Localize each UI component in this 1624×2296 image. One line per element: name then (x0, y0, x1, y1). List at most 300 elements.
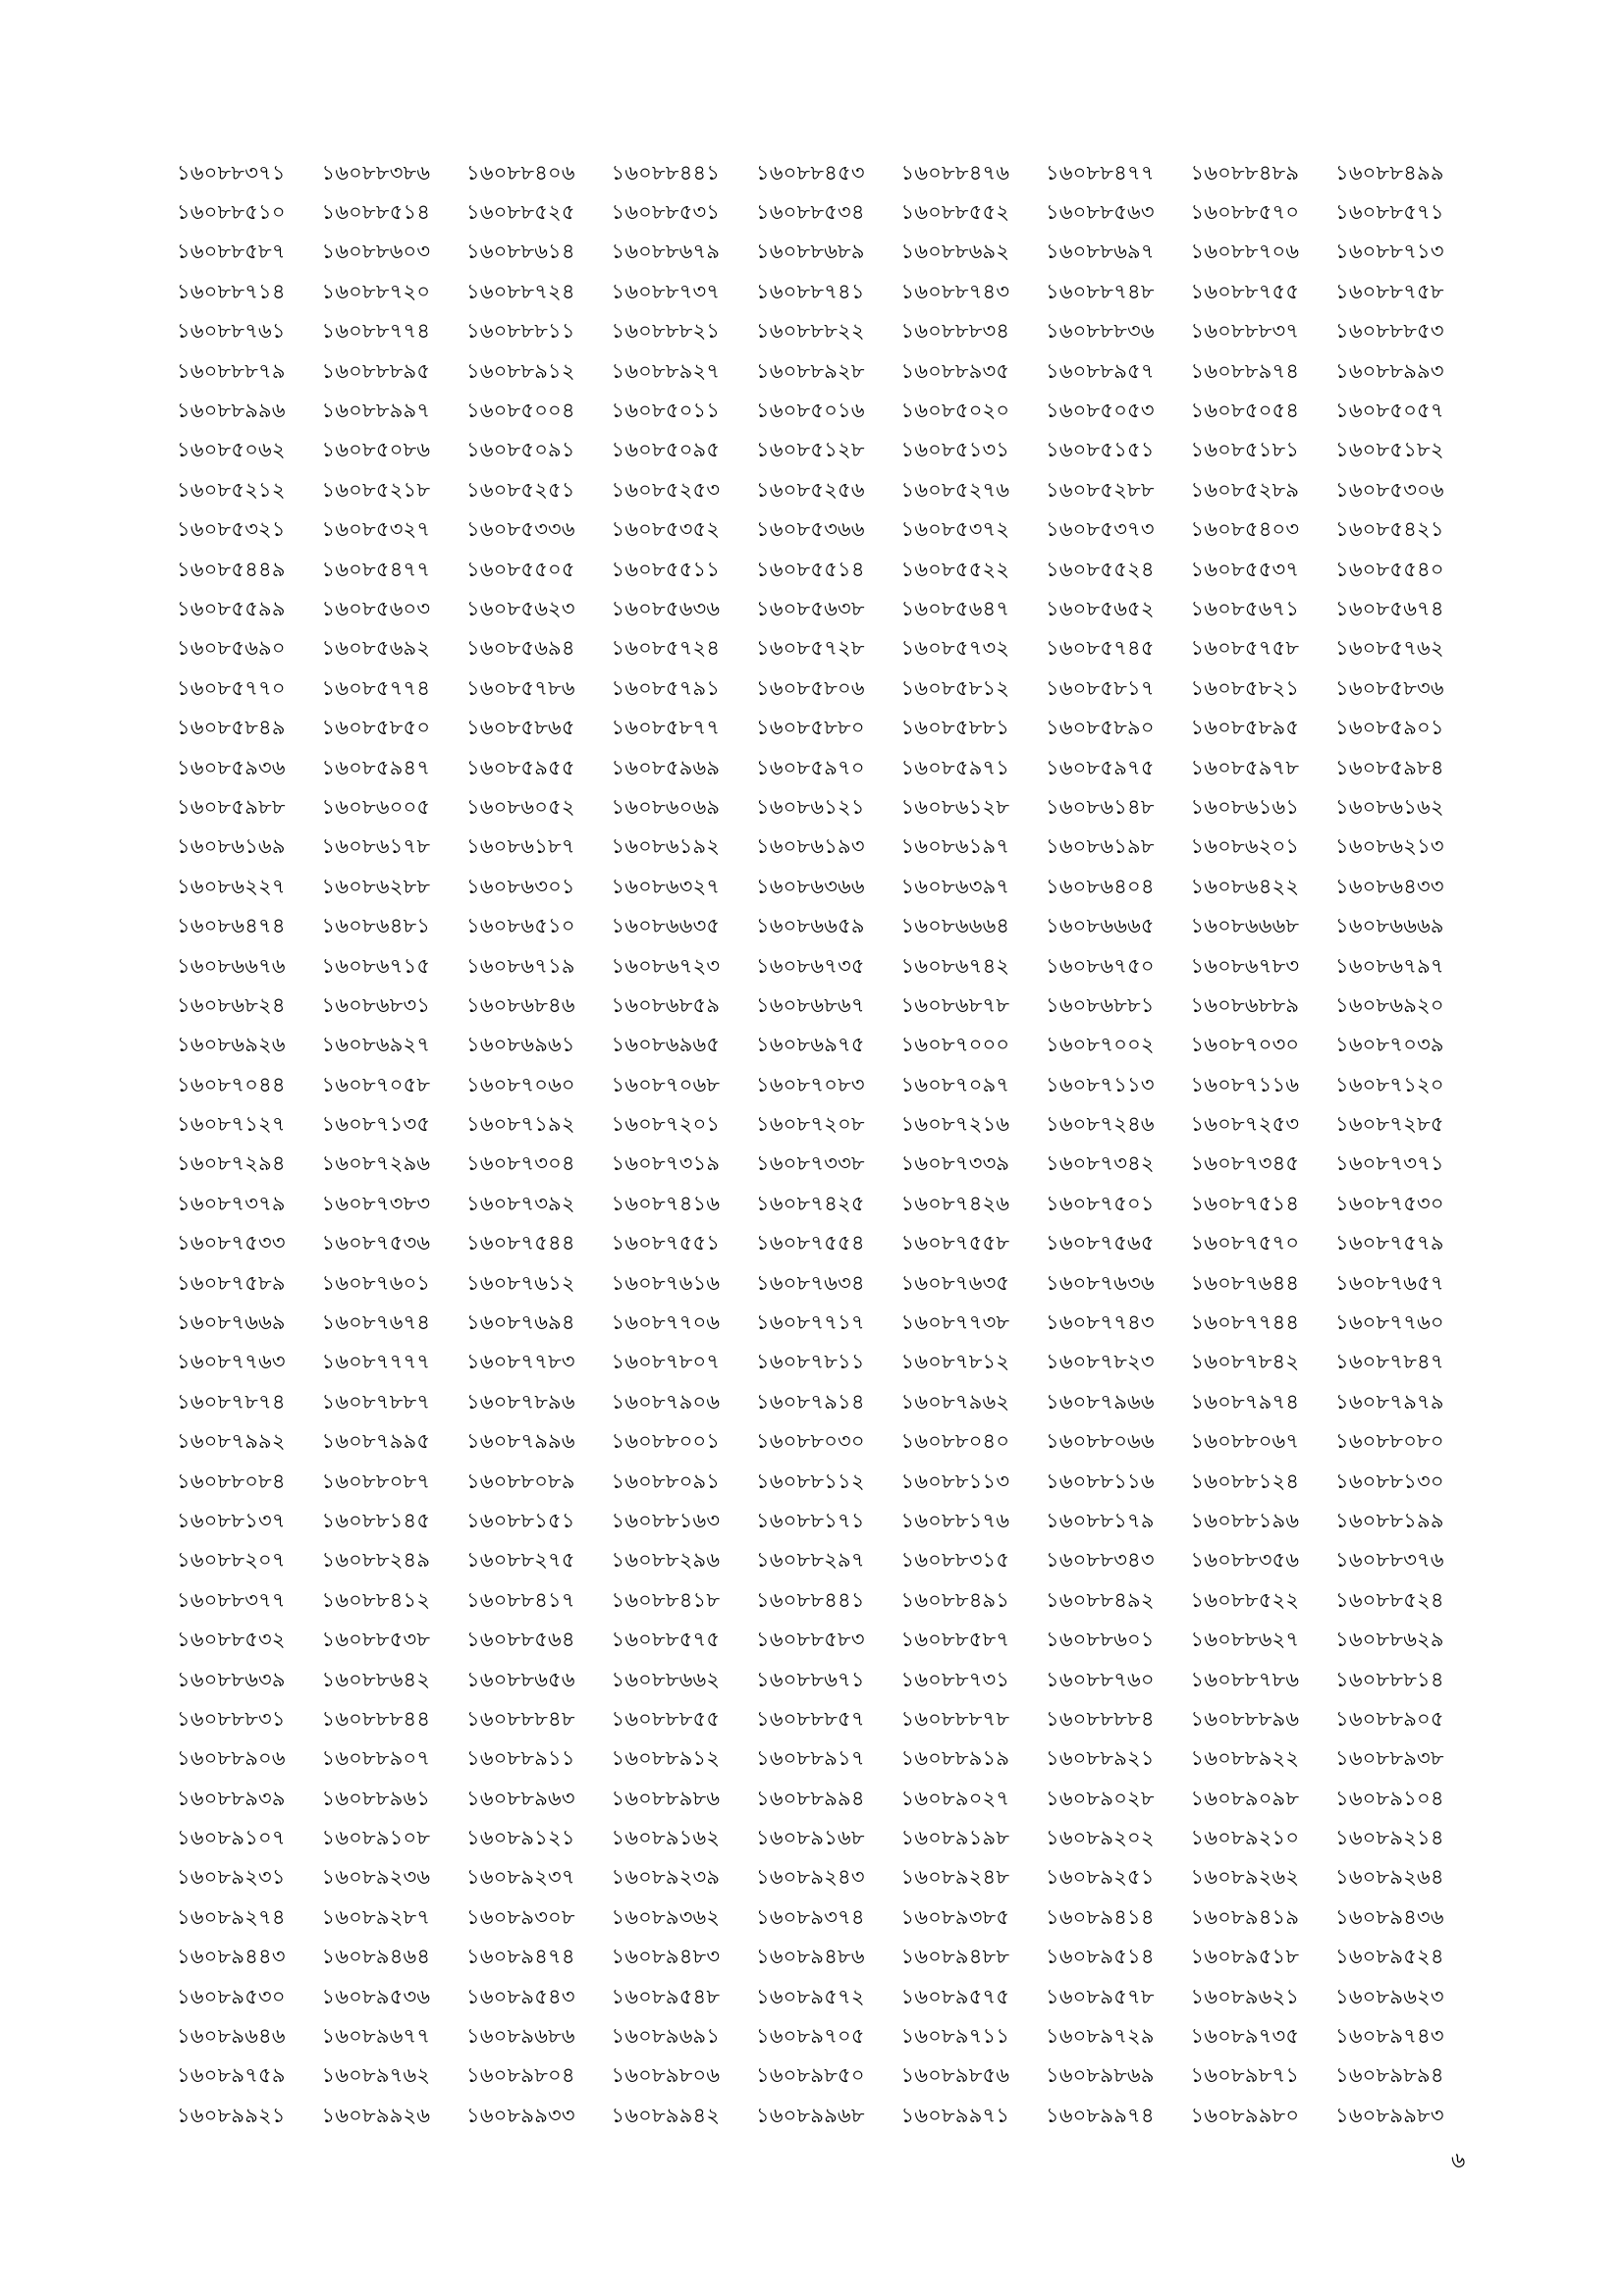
roll-number: ১৬০৮৭০৩৯ (1335, 1033, 1444, 1057)
roll-number: ১৬০৮৬৭৯৭ (1335, 953, 1444, 978)
roll-number: ১৬০৮৭৯৯৬ (466, 1429, 575, 1454)
roll-number: ১৬০৮৯০২৭ (900, 1786, 1010, 1810)
roll-number: ১৬০৮৯৯৬৮ (756, 2103, 865, 2127)
roll-number: ১৬০৮৯১৬২ (611, 1826, 721, 1850)
roll-number: ১৬০৮৮১৪৫ (321, 1508, 431, 1532)
roll-number: ১৬০৮৮৮৫৭ (756, 1706, 865, 1731)
number-row (177, 590, 1463, 629)
roll-number: ১৬০৮৬৯২৭ (321, 1033, 431, 1057)
roll-number: ১৬০৮৮৯০৫ (1335, 1706, 1444, 1731)
roll-number: ১৬০৮৫৫২৪ (1046, 557, 1155, 581)
roll-number: ১৬০৮৫৫০৫ (466, 557, 575, 581)
number-row (177, 551, 1463, 590)
roll-number: ১৬০৮৮৬২৭ (1190, 1628, 1300, 1652)
roll-number: ১৬০৮৬৭৪২ (900, 953, 1010, 978)
roll-number: ১৬০৮৯২১৪ (1335, 1826, 1444, 1850)
roll-number: ১৬০৮৭২৪৬ (1046, 1112, 1155, 1137)
roll-number: ১৬০৮৫০৮৬ (321, 438, 431, 462)
roll-number: ১৬০৮৫৯৮৪ (1335, 755, 1444, 779)
roll-number: ১৬০৮৮৯১২ (611, 1746, 721, 1771)
roll-number: ১৬০৮৭৭৬০ (1335, 1310, 1444, 1335)
roll-number: ১৬০৮৯৫৩০ (177, 1984, 286, 2008)
roll-number: ১৬০৮৫৯৪৭ (321, 755, 431, 779)
roll-number: ১৬০৮৮৬১৪ (466, 240, 575, 264)
roll-number: ১৬০৮৮৭৩৭ (611, 279, 721, 303)
roll-number: ১৬০৮৫৫৪০ (1335, 557, 1444, 581)
roll-number: ১৬০৮৮৫৭০ (1190, 200, 1300, 225)
roll-number: ১৬০৮৭৮৮৭ (321, 1389, 431, 1414)
roll-number: ১৬০৮৮৩৫৬ (1190, 1548, 1300, 1573)
roll-number: ১৬০৮৮৪৪১ (756, 1587, 865, 1612)
roll-number: ১৬০৮৮৭৭৪ (321, 319, 431, 344)
number-row (177, 630, 1463, 669)
roll-number: ১৬০৮৫১২৮ (756, 438, 865, 462)
roll-number: ১৬০৮৬১৮৭ (466, 834, 575, 859)
roll-number: ১৬০৮৫০৫৭ (1335, 399, 1444, 423)
roll-number: ১৬০৮৭৩৪২ (1046, 1151, 1155, 1176)
roll-number: ১৬০৮৯৭৩৫ (1190, 2024, 1300, 2049)
roll-number: ১৬০৮৯৮০৬ (611, 2063, 721, 2088)
roll-number: ১৬০৮৭০৬৮ (611, 1072, 721, 1096)
roll-number: ১৬০৮৯৫২৪ (1335, 1945, 1444, 1969)
roll-number: ১৬০৮৯৯৩৩ (466, 2103, 575, 2127)
roll-number: ১৬০৮৬১৯৩ (756, 834, 865, 859)
roll-number: ১৬০৮৭৬০১ (321, 1270, 431, 1295)
number-row (177, 1066, 1463, 1105)
roll-number: ১৬০৮৭৩৩৮ (756, 1151, 865, 1176)
roll-number: ১৬০৮৫৩৭৩ (1046, 517, 1155, 542)
roll-number: ১৬০৮৫২৭৬ (900, 477, 1010, 502)
roll-number: ১৬০৮৭৯০৬ (611, 1389, 721, 1414)
roll-number: ১৬০৮৮০৮৪ (177, 1468, 286, 1493)
roll-number: ১৬০৮৮৫৩৪ (756, 200, 865, 225)
roll-number: ১৬০৮৮৭৮৬ (1190, 1667, 1300, 1691)
roll-number: ১৬০৮৫২১২ (177, 477, 286, 502)
roll-number: ১৬০৮৫১৮১ (1190, 438, 1300, 462)
roll-number: ১৬০৮৮১৯৯ (1335, 1508, 1444, 1532)
number-row (177, 2097, 1463, 2136)
roll-number: ১৬০৮৭৬১৬ (611, 1270, 721, 1295)
roll-number: ১৬০৮৭০৮৩ (756, 1072, 865, 1096)
roll-number: ১৬০৮৯৭১১ (900, 2024, 1010, 2049)
roll-number: ১৬০৮৬৯৬১ (466, 1033, 575, 1057)
roll-number: ১৬০৮৮৫৫২ (900, 200, 1010, 225)
roll-number: ১৬০৮৮১৭৬ (900, 1508, 1010, 1532)
number-row (177, 352, 1463, 392)
roll-number: ১৬০৮৬৬৬৯ (1335, 914, 1444, 938)
roll-number: ১৬০৮৬০৫২ (466, 794, 575, 819)
roll-number: ১৬০৮৮৯১৭ (756, 1746, 865, 1771)
roll-number: ১৬০৮৯৯৭১ (900, 2103, 1010, 2127)
roll-number: ১৬০৮৯৮৫৬ (900, 2063, 1010, 2088)
roll-number: ১৬০৮৭২১৬ (900, 1112, 1010, 1137)
roll-number: ১৬০৮৭৬৬৯ (177, 1310, 286, 1335)
number-row (177, 1264, 1463, 1304)
roll-number: ১৬০৮৯৮৭১ (1190, 2063, 1300, 2088)
roll-number: ১৬০৮৮৯৬৩ (466, 1786, 575, 1810)
roll-number: ১৬০৮৫৭২৪ (611, 636, 721, 661)
roll-number: ১৬০৮৮৯০৬ (177, 1746, 286, 1771)
roll-number: ১৬০৮৫৪০৩ (1190, 517, 1300, 542)
roll-number: ১৬০৮৭৩৮৩ (321, 1191, 431, 1215)
number-row (177, 1978, 1463, 2017)
roll-number: ১৬০৮৭২৯৬ (321, 1151, 431, 1176)
roll-number: ১৬০৮৫৫৯৯ (177, 596, 286, 620)
roll-number: ১৬০৮৬৪২২ (1190, 874, 1300, 898)
roll-number: ১৬০৮৯২৪৮ (900, 1865, 1010, 1890)
roll-number: ১৬০৮৭৮৪২ (1190, 1350, 1300, 1374)
roll-number: ১৬০৮৬৮৫৯ (611, 992, 721, 1017)
roll-number: ১৬০৮৮৪১৮ (611, 1587, 721, 1612)
roll-number: ১৬০৮৮৯৩৫ (900, 358, 1010, 383)
roll-number: ১৬০৮৭১২৭ (177, 1112, 286, 1137)
roll-number: ১৬০৮৯৫৭২ (756, 1984, 865, 2008)
roll-number: ১৬০৮৮৭৪১ (756, 279, 865, 303)
roll-number: ১৬০৮৯৪৪৩ (177, 1945, 286, 1969)
roll-number: ১৬০৮৭৬৭৪ (321, 1310, 431, 1335)
roll-number: ১৬০৮৮২৯৬ (611, 1548, 721, 1573)
roll-number: ১৬০৮৬২১৩ (1335, 834, 1444, 859)
roll-number: ১৬০৮৯৫৭৫ (900, 1984, 1010, 2008)
roll-number: ১৬০৮৯৫৩৬ (321, 1984, 431, 2008)
roll-number: ১৬০৮৫২৮৯ (1190, 477, 1300, 502)
roll-number: ১৬০৮৯২৮৭ (321, 1904, 431, 1929)
roll-number: ১৬০৮৫২৮৮ (1046, 477, 1155, 502)
roll-number: ১৬০৮৯২১০ (1190, 1826, 1300, 1850)
roll-number: ১৬০৮৭৭১৭ (756, 1310, 865, 1335)
roll-number: ১৬০৮৭৪২৬ (900, 1191, 1010, 1215)
roll-number: ১৬০৮৮৪৯২ (1046, 1587, 1155, 1612)
roll-number: ১৬০৮৫৩২৭ (321, 517, 431, 542)
roll-number: ১৬০৮৯৬৭৭ (321, 2024, 431, 2049)
roll-number: ১৬০৮৯৫১৪ (1046, 1945, 1155, 1969)
roll-number: ১৬০৮৬৪৮১ (321, 914, 431, 938)
number-row (177, 749, 1463, 788)
roll-number: ১৬০৮৮০৬৭ (1190, 1429, 1300, 1454)
roll-number: ১৬০৮৫৫১৪ (756, 557, 865, 581)
roll-number: ১৬০৮৬৪৩৩ (1335, 874, 1444, 898)
roll-number: ১৬০৮৬১২১ (756, 794, 865, 819)
roll-number: ১৬০৮৭০০২ (1046, 1033, 1155, 1057)
roll-number: ১৬০৮৭৫৬৫ (1046, 1231, 1155, 1255)
roll-number: ১৬০৮৮১৯৬ (1190, 1508, 1300, 1532)
roll-number: ১৬০৮৫৭২৮ (756, 636, 865, 661)
roll-number: ১৬০৮৯৬২৩ (1335, 1984, 1444, 2008)
roll-number: ১৬০৮৮৮৪৮ (466, 1706, 575, 1731)
roll-number: ১৬০৮৭৫৭০ (1190, 1231, 1300, 1255)
roll-number: ১৬০৮৫৭৭৪ (321, 675, 431, 700)
roll-number: ১৬০৮৮০৮৯ (466, 1468, 575, 1493)
roll-number: ১৬০৮৮৫৮৩ (756, 1628, 865, 1652)
roll-number: ১৬০৮৬১৬২ (1335, 794, 1444, 819)
roll-number: ১৬০৮৮৭০৬ (1190, 240, 1300, 264)
roll-number: ১৬০৮৬৮২৪ (177, 992, 286, 1017)
roll-number: ১৬০৮৯৪১৪ (1046, 1904, 1155, 1929)
roll-number: ১৬০৮৫৭৪৫ (1046, 636, 1155, 661)
number-row (177, 1859, 1463, 1898)
roll-number: ১৬০৮৮৫২৪ (1335, 1587, 1444, 1612)
number-grid (177, 154, 1463, 2137)
roll-number: ১৬০৮৮৫৮৭ (177, 240, 286, 264)
roll-number: ১৬০৮৮০৩০ (756, 1429, 865, 1454)
roll-number: ১৬০৮৫২৫৬ (756, 477, 865, 502)
roll-number: ১৬০৮৮৩৭৬ (1335, 1548, 1444, 1573)
roll-number: ১৬০৮৬৯৬৫ (611, 1033, 721, 1057)
roll-number: ১৬০৮৮১৫১ (466, 1508, 575, 1532)
roll-number: ১৬০৮৬৬৭৬ (177, 953, 286, 978)
roll-number: ১৬০৮৫৮১৭ (1046, 675, 1155, 700)
roll-number: ১৬০৮৯২৬৪ (1335, 1865, 1444, 1890)
number-row (177, 1185, 1463, 1224)
roll-number: ১৬০৮৮৪০৬ (466, 160, 575, 185)
roll-number: ১৬০৮৮০৬৬ (1046, 1429, 1155, 1454)
roll-number: ১৬০৮৭১৩৫ (321, 1112, 431, 1137)
roll-number: ১৬০৮৮৫১০ (177, 200, 286, 225)
roll-number: ১৬০৮৭৮৯৬ (466, 1389, 575, 1414)
roll-number: ১৬০৮৫৫২২ (900, 557, 1010, 581)
roll-number: ১৬০৮৮৫৭১ (1335, 200, 1444, 225)
roll-number: ১৬০৮৫৯৭৮ (1190, 755, 1300, 779)
roll-number: ১৬০৮৮৮৭৯ (177, 358, 286, 383)
number-row (177, 709, 1463, 748)
roll-number: ১৬০৮৮৯১২ (466, 358, 575, 383)
roll-number: ১৬০৮৮২৪৯ (321, 1548, 431, 1573)
roll-number: ১৬০৮৫৫৩৭ (1190, 557, 1300, 581)
roll-number: ১৬০৮৫৬৩৬ (611, 596, 721, 620)
roll-number: ১৬০৮৮০৮০ (1335, 1429, 1444, 1454)
roll-number: ১৬০৮৬৩০১ (466, 874, 575, 898)
roll-number: ১৬০৮৭৮১২ (900, 1350, 1010, 1374)
roll-number: ১৬০৮৬১৬৯ (177, 834, 286, 859)
roll-number: ১৬০৮৭৩৩৯ (900, 1151, 1010, 1176)
roll-number: ১৬০৮৮৬০১ (1046, 1628, 1155, 1652)
roll-number: ১৬০৮৭৫৩৩ (177, 1231, 286, 1255)
roll-number: ১৬০৮৭৮১১ (756, 1350, 865, 1374)
roll-number: ১৬০৮৯৯৮০ (1190, 2103, 1300, 2127)
roll-number: ১৬০৮৮৯২৮ (756, 358, 865, 383)
roll-number: ১৬০৮৮৯১৯ (900, 1746, 1010, 1771)
roll-number: ১৬০৮৮৮৯৫ (321, 358, 431, 383)
roll-number: ১৬০৮৮০৪০ (900, 1429, 1010, 1454)
roll-number: ১৬০৮৫৪২১ (1335, 517, 1444, 542)
roll-number: ১৬০৮৭৫১৪ (1190, 1191, 1300, 1215)
roll-number: ১৬০৮৭১২০ (1335, 1072, 1444, 1096)
roll-number: ১৬০৮৭৬৩৬ (1046, 1270, 1155, 1295)
number-row (177, 511, 1463, 551)
roll-number: ১৬০৮৮৬৯৭ (1046, 240, 1155, 264)
roll-number: ১৬০৮৬২৮৮ (321, 874, 431, 898)
roll-number: ১৬০৮৯৬৯১ (611, 2024, 721, 2049)
roll-number: ১৬০৮৬৯৭৫ (756, 1033, 865, 1057)
roll-number: ১৬০৮৭৫৫৪ (756, 1231, 865, 1255)
roll-number: ১৬০৮৮১১৬ (1046, 1468, 1155, 1493)
roll-number: ১৬০৮৮৮৫৩ (1335, 319, 1444, 344)
roll-number: ১৬০৮৮৭২০ (321, 279, 431, 303)
number-row (177, 828, 1463, 868)
roll-number: ১৬০৮৭৫৫১ (611, 1231, 721, 1255)
roll-number: ১৬০৮৬৮৬৭ (756, 992, 865, 1017)
roll-number: ১৬০৮৫৭৩২ (900, 636, 1010, 661)
roll-number: ১৬০৮৮০০১ (611, 1429, 721, 1454)
roll-number: ১৬০৮৮৬৫৬ (466, 1667, 575, 1691)
roll-number: ১৬০৮৭০৬০ (466, 1072, 575, 1096)
roll-number: ১৬০৮৯৩৮৫ (900, 1904, 1010, 1929)
roll-number: ১৬০৮৫৬৯২ (321, 636, 431, 661)
roll-number: ১৬০৮৯১০৪ (1335, 1786, 1444, 1810)
roll-number: ১৬০৮৫৮৯০ (1046, 716, 1155, 740)
roll-number: ১৬০৮৫০৯১ (466, 438, 575, 462)
roll-number: ১৬০৮৭২৮৫ (1335, 1112, 1444, 1137)
roll-number: ১৬০৮৭০৫৮ (321, 1072, 431, 1096)
number-row (177, 1780, 1463, 1819)
roll-number: ১৬০৮৬৭২৩ (611, 953, 721, 978)
roll-number: ১৬০৮৬৮৮১ (1046, 992, 1155, 1017)
roll-number: ১৬০৮৮৫৬৩ (1046, 200, 1155, 225)
roll-number: ১৬০৮৭৮০৭ (611, 1350, 721, 1374)
roll-number: ১৬০৮৮৫৩৮ (321, 1628, 431, 1652)
roll-number: ১৬০৮৮৬৮৯ (756, 240, 865, 264)
roll-number: ১৬০৮৯০২৮ (1046, 1786, 1155, 1810)
number-row (177, 1542, 1463, 1581)
roll-number: ১৬০৮৯৭০৫ (756, 2024, 865, 2049)
roll-number: ১৬০৮৫৯৮৮ (177, 794, 286, 819)
roll-number: ১৬০৮৫৮৮০ (756, 716, 865, 740)
roll-number: ১৬০৮৬৬৬৮ (1190, 914, 1300, 938)
roll-number: ১৬০৮৮৫১৪ (321, 200, 431, 225)
roll-number: ১৬০৮৯২৩৭ (466, 1865, 575, 1890)
roll-number: ১৬০৮৭৫৫৮ (900, 1231, 1010, 1255)
roll-number: ১৬০৮৭৭৭৭ (321, 1350, 431, 1374)
roll-number: ১৬০৮৫০৯৫ (611, 438, 721, 462)
roll-number: ১৬০৮৮৬৩৯ (177, 1667, 286, 1691)
roll-number: ১৬০৮৫০০৪ (466, 399, 575, 423)
roll-number: ১৬০৮৮৭১৪ (177, 279, 286, 303)
roll-number: ১৬০৮৮৮৮৪ (1046, 1706, 1155, 1731)
roll-number: ১৬০৮৭৭০৬ (611, 1310, 721, 1335)
roll-number: ১৬০৮৫৩৭২ (900, 517, 1010, 542)
roll-number: ১৬০৮৮৭৬০ (1046, 1667, 1155, 1691)
roll-number: ১৬০৮৫০৬২ (177, 438, 286, 462)
roll-number: ১৬০৮৫২১৮ (321, 477, 431, 502)
roll-number: ১৬০৮৮৬৭১ (756, 1667, 865, 1691)
roll-number: ১৬০৮৮৬০৩ (321, 240, 431, 264)
roll-number: ১৬০৮৮৫৭৫ (611, 1628, 721, 1652)
roll-number: ১৬০৮৫০৫৪ (1190, 399, 1300, 423)
roll-number: ১৬০৮৫৯৬৯ (611, 755, 721, 779)
number-row (177, 1146, 1463, 1185)
roll-number: ১৬০৮৮৮৩৭ (1190, 319, 1300, 344)
roll-number: ১৬০৮৯৭৬২ (321, 2063, 431, 2088)
roll-number: ১৬০৮৮৩১৫ (900, 1548, 1010, 1573)
roll-number: ১৬০৮৫৯৩৬ (177, 755, 286, 779)
roll-number: ১৬০৮৫৬৭১ (1190, 596, 1300, 620)
roll-number: ১৬০৮৫৮৩৬ (1335, 675, 1444, 700)
roll-number: ১৬০৮৯২৩৯ (611, 1865, 721, 1890)
number-row (177, 1939, 1463, 1978)
roll-number: ১৬০৮৬৭৩৫ (756, 953, 865, 978)
roll-number: ১৬০৮৬১৯২ (611, 834, 721, 859)
roll-number: ১৬০৮৯৪৬৪ (321, 1945, 431, 1969)
roll-number: ১৬০৮৮৮২২ (756, 319, 865, 344)
number-row (177, 1661, 1463, 1700)
number-row (177, 1819, 1463, 1858)
roll-number: ১৬০৮৯২৭৪ (177, 1904, 286, 1929)
roll-number: ১৬০৮৯৩০৮ (466, 1904, 575, 1929)
roll-number: ১৬০৮৮৬৬২ (611, 1667, 721, 1691)
roll-number: ১৬০৮৯৪৭৪ (466, 1945, 575, 1969)
number-row (177, 1740, 1463, 1780)
number-row (177, 1225, 1463, 1264)
roll-number: ১৬০৮৫৮৯৫ (1190, 716, 1300, 740)
roll-number: ১৬০৮৮৭৩১ (900, 1667, 1010, 1691)
roll-number: ১৬০৮৮৪৭৬ (900, 160, 1010, 185)
roll-number: ১৬০৮৯৭৫৯ (177, 2063, 286, 2088)
roll-number: ১৬০৮৭৯১৪ (756, 1389, 865, 1414)
roll-number: ১৬০৮৫৭৭০ (177, 675, 286, 700)
roll-number: ১৬০৮৯৫৭৮ (1046, 1984, 1155, 2008)
roll-number: ১৬০৮৮২৯৭ (756, 1548, 865, 1573)
roll-number: ১৬০৮৯৯২৬ (321, 2103, 431, 2127)
roll-number: ১৬০৮৬৮৪৬ (466, 992, 575, 1017)
roll-number: ১৬০৮৬৪৭৪ (177, 914, 286, 938)
roll-number: ১৬০৮৯৪৩৬ (1335, 1904, 1444, 1929)
roll-number: ১৬০৮৮৮৩৬ (1046, 319, 1155, 344)
roll-number: ১৬০৮৯২৩৬ (321, 1865, 431, 1890)
roll-number: ১৬০৮৬৮৭৮ (900, 992, 1010, 1017)
roll-number: ১৬০৮৮৯০৭ (321, 1746, 431, 1771)
roll-number: ১৬০৮৫১৮২ (1335, 438, 1444, 462)
roll-number: ১৬০৮৮১১২ (756, 1468, 865, 1493)
roll-number: ১৬০৮৮৪৯১ (900, 1587, 1010, 1612)
roll-number: ১৬০৮৫৬৭৪ (1335, 596, 1444, 620)
roll-number: ১৬০৮৯২৬২ (1190, 1865, 1300, 1890)
roll-number: ১৬০৮৮৫২২ (1190, 1587, 1300, 1612)
roll-number: ১৬০৮৯০৯৮ (1190, 1786, 1300, 1810)
roll-number: ১৬০৮৭৭৮৩ (466, 1350, 575, 1374)
roll-number: ১৬০৮৮৩৪৩ (1046, 1548, 1155, 1573)
roll-number: ১৬০৮৫০১৬ (756, 399, 865, 423)
roll-number: ১৬০৮৮৮৭৮ (900, 1706, 1010, 1731)
roll-number: ১৬০৮৫০২০ (900, 399, 1010, 423)
roll-number: ১৬০৮৮৭৪৮ (1046, 279, 1155, 303)
roll-number: ১৬০৮৭১১৬ (1190, 1072, 1300, 1096)
roll-number: ১৬০৮৮১৭৯ (1046, 1508, 1155, 1532)
roll-number: ১৬০৮৮৯৫৭ (1046, 358, 1155, 383)
number-row (177, 1502, 1463, 1541)
roll-number: ১৬০৮৫৩৩৬ (466, 517, 575, 542)
number-row (177, 907, 1463, 946)
roll-number: ১৬০৮৮১১৩ (900, 1468, 1010, 1493)
roll-number: ১৬০৮৬২০১ (1190, 834, 1300, 859)
roll-number: ১৬০৮৫৪৭৭ (321, 557, 431, 581)
roll-number: ১৬০৮৬৬৩৫ (611, 914, 721, 938)
number-row (177, 1621, 1463, 1660)
roll-number: ১৬০৮৫২৫৩ (611, 477, 721, 502)
roll-number: ১৬০৮৭৫৩৬ (321, 1231, 431, 1255)
number-row (177, 669, 1463, 709)
roll-number: ১৬০৮৫৮৬৫ (466, 716, 575, 740)
roll-number: ১৬০৮৯৯২১ (177, 2103, 286, 2127)
roll-number: ১৬০৮৭৯৯২ (177, 1429, 286, 1454)
number-row (177, 2057, 1463, 2097)
number-row (177, 471, 1463, 510)
number-row (177, 947, 1463, 987)
roll-number: ১৬০৮৫৮৭৭ (611, 716, 721, 740)
roll-number: ১৬০৮৮৬৭৯ (611, 240, 721, 264)
roll-number: ১৬০৮৬৩৬৬ (756, 874, 865, 898)
roll-number: ১৬০৮৯২০২ (1046, 1826, 1155, 1850)
roll-number: ১৬০৮৭৬৯৪ (466, 1310, 575, 1335)
